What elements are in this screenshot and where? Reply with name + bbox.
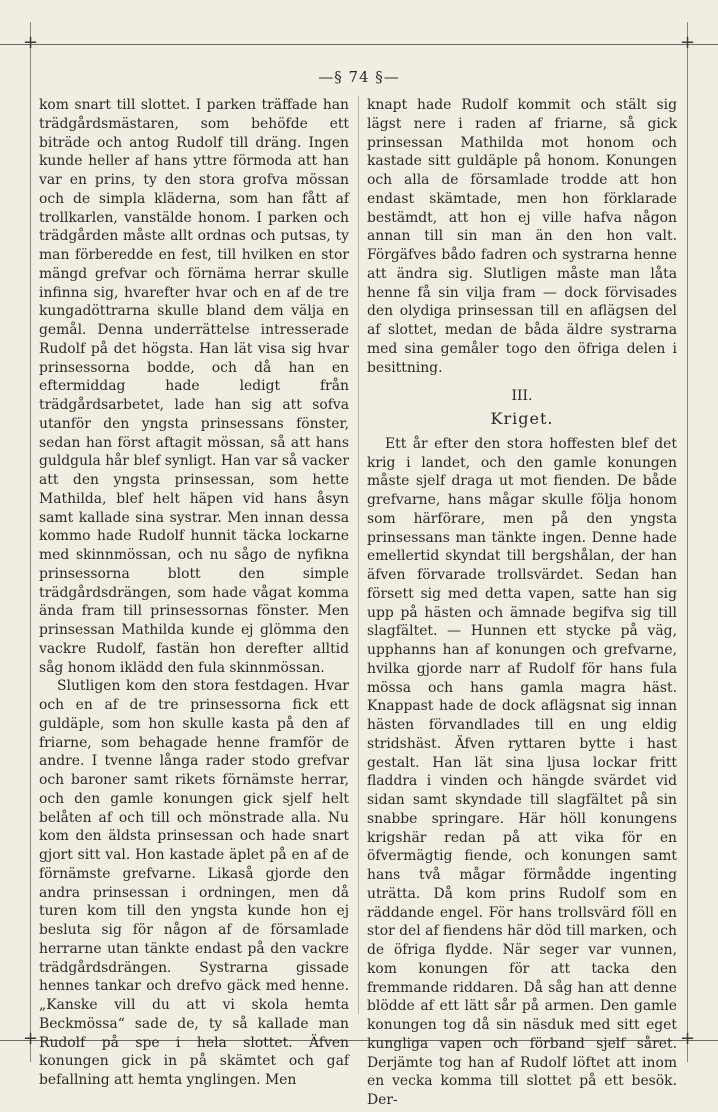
paragraph: knapt hade Rudolf kommit och stält sig lägst nere i raden af friarne, så gick prinsessan Mathilda mot honom och kastade sitt guldäple på honom. Konungen och alla de församlade trodde att hon endast skämtade, men hon förklarade bestämdt, att hon ej ville hafva någon annan till sin man än den hon valt. Förgäfves bådo fadren och systrarna henne att ändra sig. Slutligen måste man låta henne få sin vilja fram — dock förvisades den olydiga prinsessan till en aflägsen del af slottet, medan de båda äldre systrarna med sina gemåler togo den öfriga delen i besittning. <box>367 97 677 376</box>
section-number: III. <box>511 388 533 405</box>
right-column <box>367 96 677 1110</box>
registration-mark-bottom-left: + <box>23 1028 39 1049</box>
top-rule <box>0 44 718 45</box>
paragraph: kom snart till slottet. I parken träffade han trädgårdsmästaren, som behöfde ett biträde och antog Rudolf till dräng. Ingen kunde heller af hans yttre förmoda att han var en prins, ty den stora grofva mössan och de simpla kläderna, som han fått af trollkarlen, vanstälde honom. I parken och trädgården måste allt ordnas och putsas, ty man förberedde en fest, till hvilken en stor mängd grefvar och förnäma herrar skulle infinna sig, hvarefter hvar och en af de tre kungadöttrarna skulle bland dem välja en gemål. Denna underrättelse intresserade Rudolf på det högsta. Han lät visa sig hvar prinsessorna bodde, och då han en eftermiddag hade ledigt från trädgårdsarbetet, lade han sig att sofva utanför den yngsta prinsessans fönster, sedan han först aftagit mössan, så att hans guldgula hår blef synligt. Han var så vacker att den yngsta prinsessan, som hette Mathilda, blef helt häpen vid hans åsyn samt kallade sina systrar. Men innan dessa kommo hade Rudolf hunnit täcka lockarne med skinnmössan, och nu sågo de nyfikna prinsessorna blott den simple trädgårdsdrängen, som hade vågat komma ända fram till prinsessornas fönster. Men prinsessan Mathilda kunde ej glömma den vackre Rudolf, fastän hon derefter alltid såg honom iklädd den fula skinnmössan. <box>39 97 349 676</box>
paragraph: Slutligen kom den stora festdagen. Hvar och en af de tre prinsessorna fick ett guldäple, som hon skulle kasta på den af friarne, som behagade henne framför de andre. I tvenne långa rader stodo grefvar och baroner samt rikets förnämste herrar, och den gamle konungen gick sjelf helt belåten af och till och mönstrade alla. Nu kom den äldsta prinsessan och hade snart gjort sitt val. Hon kastade äplet på en af de förnämste grefvarne. Likaså gjorde den andra prinsessan i ordningen, men då turen kom till den yngsta kunde hon ej besluta sig för någon af de församlade herrarne utan tänkte endast på den vackre trädgårdsdrängen. Systrarna gissade hennes tankar och drefvo gäck med henne. „Kanske vill du att vi skola hemta Beckmössa“ sade de, ty så kallade man Rudolf på spe i hela slottet. Äfven konungen gick in på skämtet och gaf befallning att hemta ynglingen. Men <box>39 678 349 1088</box>
registration-mark-top-left: + <box>23 32 39 53</box>
registration-mark-bottom-right: + <box>680 1028 696 1049</box>
left-column <box>39 96 349 1090</box>
left-rule <box>30 22 31 1062</box>
column-divider <box>358 96 359 1014</box>
paragraph: Ett år efter den stora hoffesten blef det krig i landet, och den gamle konungen måste sjelf draga ut mot fienden. De både grefvarne, hans mågar skulle följa honom som härförare, men på den yngsta prinsessans man tänkte ingen. Denne hade emellertid skyndat till bergshålan, der han äfven förvarade trollsvärdet. Sedan han försett sig med detta vapen, satte han sig upp på hästen och ämnade begifva sig till slagfältet. — Hunnen ett stycke på väg, upphanns han af konungen och grefvarne, hvilka gjorde narr af Rudolf för hans fula mössa och hans gamla magra häst. Knappast hade de dock aflägsnat sig innan hästen förvandlades till en ung eldig stridshäst. Äfven ryttaren bytte i hast gestalt. Han lät sina ljusa lockar fritt fladdra i vinden och hängde svärdet vid sidan samt skyndade till slagfältet på sin snabbe springare. Här höll konungens krigshär redan på att vika för en öfvermägtig fiende, och konungen samt hans två mågar förmådde ingenting uträtta. Då kom prins Rudolf som en räddande engel. För hans trollsvärd föll en stor del af fiendens här död till marken, och de öfriga flydde. När seger var vunnen, kom konungen för att tacka den fremmande riddaren. Då såg han att denne blödde af ett lätt sår på armen. Den gamle konungen tog då sin näsduk med sitt eget kungliga vapen och förband sjelf såret. Derjämte tog han af Rudolf löftet att inom en vecka komma till slottet på ett besök. Der- <box>367 435 677 1108</box>
right-rule <box>687 22 688 1062</box>
page-number: —§ 74 §— <box>318 68 400 86</box>
registration-mark-top-right: + <box>680 32 696 53</box>
section-title: Kriget. <box>490 409 554 428</box>
